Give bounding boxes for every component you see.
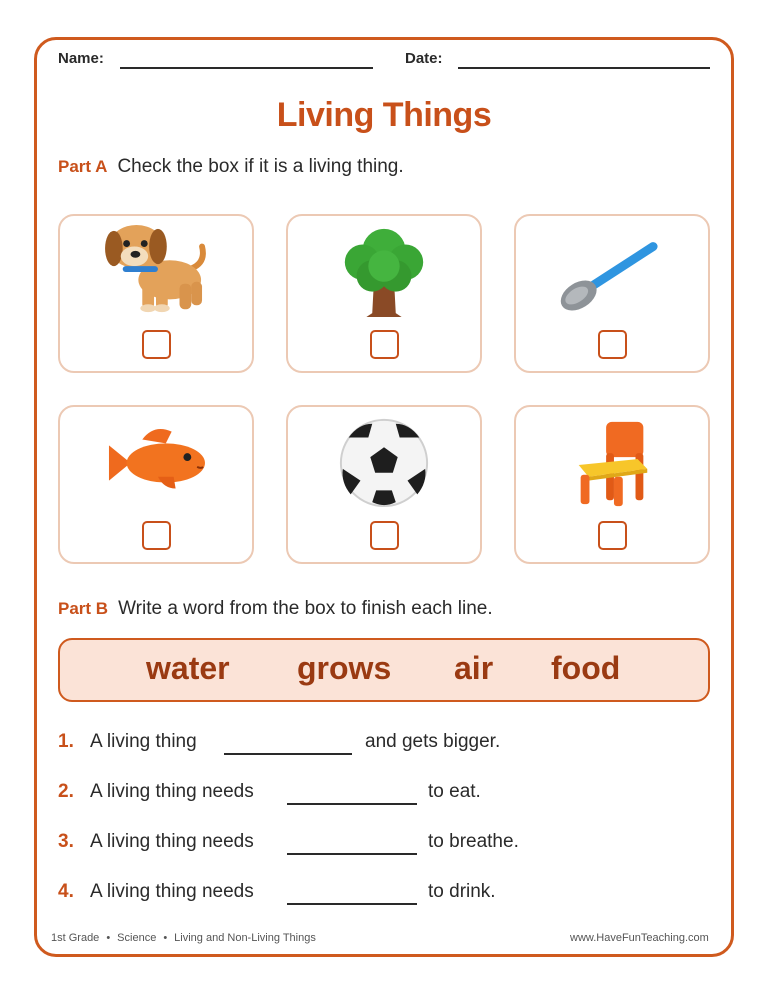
sentence-number: 3.: [58, 831, 74, 852]
item-card-chair: [514, 405, 710, 564]
checkbox-tree[interactable]: [370, 330, 399, 359]
item-card-tree: [286, 214, 482, 373]
tree-icon: [288, 216, 480, 326]
sentence-text-before: A living thing needs: [90, 781, 254, 802]
word-bank-item: grows: [297, 650, 392, 686]
chair-icon: [516, 407, 708, 517]
sentence-text-before: A living thing: [90, 731, 197, 752]
part-b-instruction: Write a word from the box to finish each line.: [118, 598, 493, 619]
sentence-number: 2.: [58, 781, 74, 802]
word-bank-item: food: [551, 650, 621, 686]
footer-site: www.HaveFunTeaching.com: [570, 932, 709, 944]
checkbox-spoon[interactable]: [598, 330, 627, 359]
answer-blank-4[interactable]: [287, 903, 417, 905]
checkbox-fish[interactable]: [142, 521, 171, 550]
footer-grade: 1st Grade: [51, 932, 100, 944]
part-b-heading: [58, 598, 493, 620]
sentence-text-after: to breathe.: [428, 831, 519, 852]
page-title: Living Things: [276, 96, 492, 134]
checkbox-chair[interactable]: [598, 521, 627, 550]
answer-blank-3[interactable]: [287, 853, 417, 855]
soccer-ball-icon: [288, 407, 480, 517]
name-field[interactable]: [120, 67, 373, 69]
sentence-text-before: A living thing needs: [90, 881, 254, 902]
part-a-instruction: Check the box if it is a living thing.: [117, 156, 404, 177]
sentence-text-after: to eat.: [428, 781, 481, 802]
footer-meta: [51, 932, 316, 944]
answer-blank-2[interactable]: [287, 803, 417, 805]
word-bank: [58, 638, 710, 702]
item-card-dog: [58, 214, 254, 373]
spoon-icon: [516, 216, 708, 326]
item-card-spoon: [514, 214, 710, 373]
item-card-fish: [58, 405, 254, 564]
answer-blank-1[interactable]: [224, 753, 352, 755]
checkbox-ball[interactable]: [370, 521, 399, 550]
item-card-ball: [286, 405, 482, 564]
sentence-text-after: to drink.: [428, 881, 496, 902]
footer-subject: Science: [117, 932, 157, 944]
sentence-number: 4.: [58, 881, 74, 902]
sentence-2: [58, 781, 718, 807]
part-b-tag: Part B: [58, 599, 109, 618]
footer-topic: Living and Non-Living Things: [174, 932, 316, 944]
date-label: Date:: [405, 50, 443, 67]
dog-icon: [60, 216, 252, 326]
part-a-heading: [58, 156, 404, 178]
bullet-separator: •: [106, 932, 111, 944]
date-field[interactable]: [458, 67, 710, 69]
word-bank-item: water: [146, 650, 230, 686]
sentence-3: [58, 831, 718, 857]
name-label: Name:: [58, 50, 104, 67]
part-a-tag: Part A: [58, 157, 108, 176]
fish-icon: [60, 407, 252, 517]
sentence-text-before: A living thing needs: [90, 831, 254, 852]
word-bank-item: air: [454, 650, 494, 686]
sentence-1: [58, 731, 718, 757]
sentence-4: [58, 881, 718, 907]
sentence-number: 1.: [58, 731, 74, 752]
sentence-text-after: and gets bigger.: [365, 731, 501, 752]
bullet-separator: •: [163, 932, 168, 944]
checkbox-dog[interactable]: [142, 330, 171, 359]
